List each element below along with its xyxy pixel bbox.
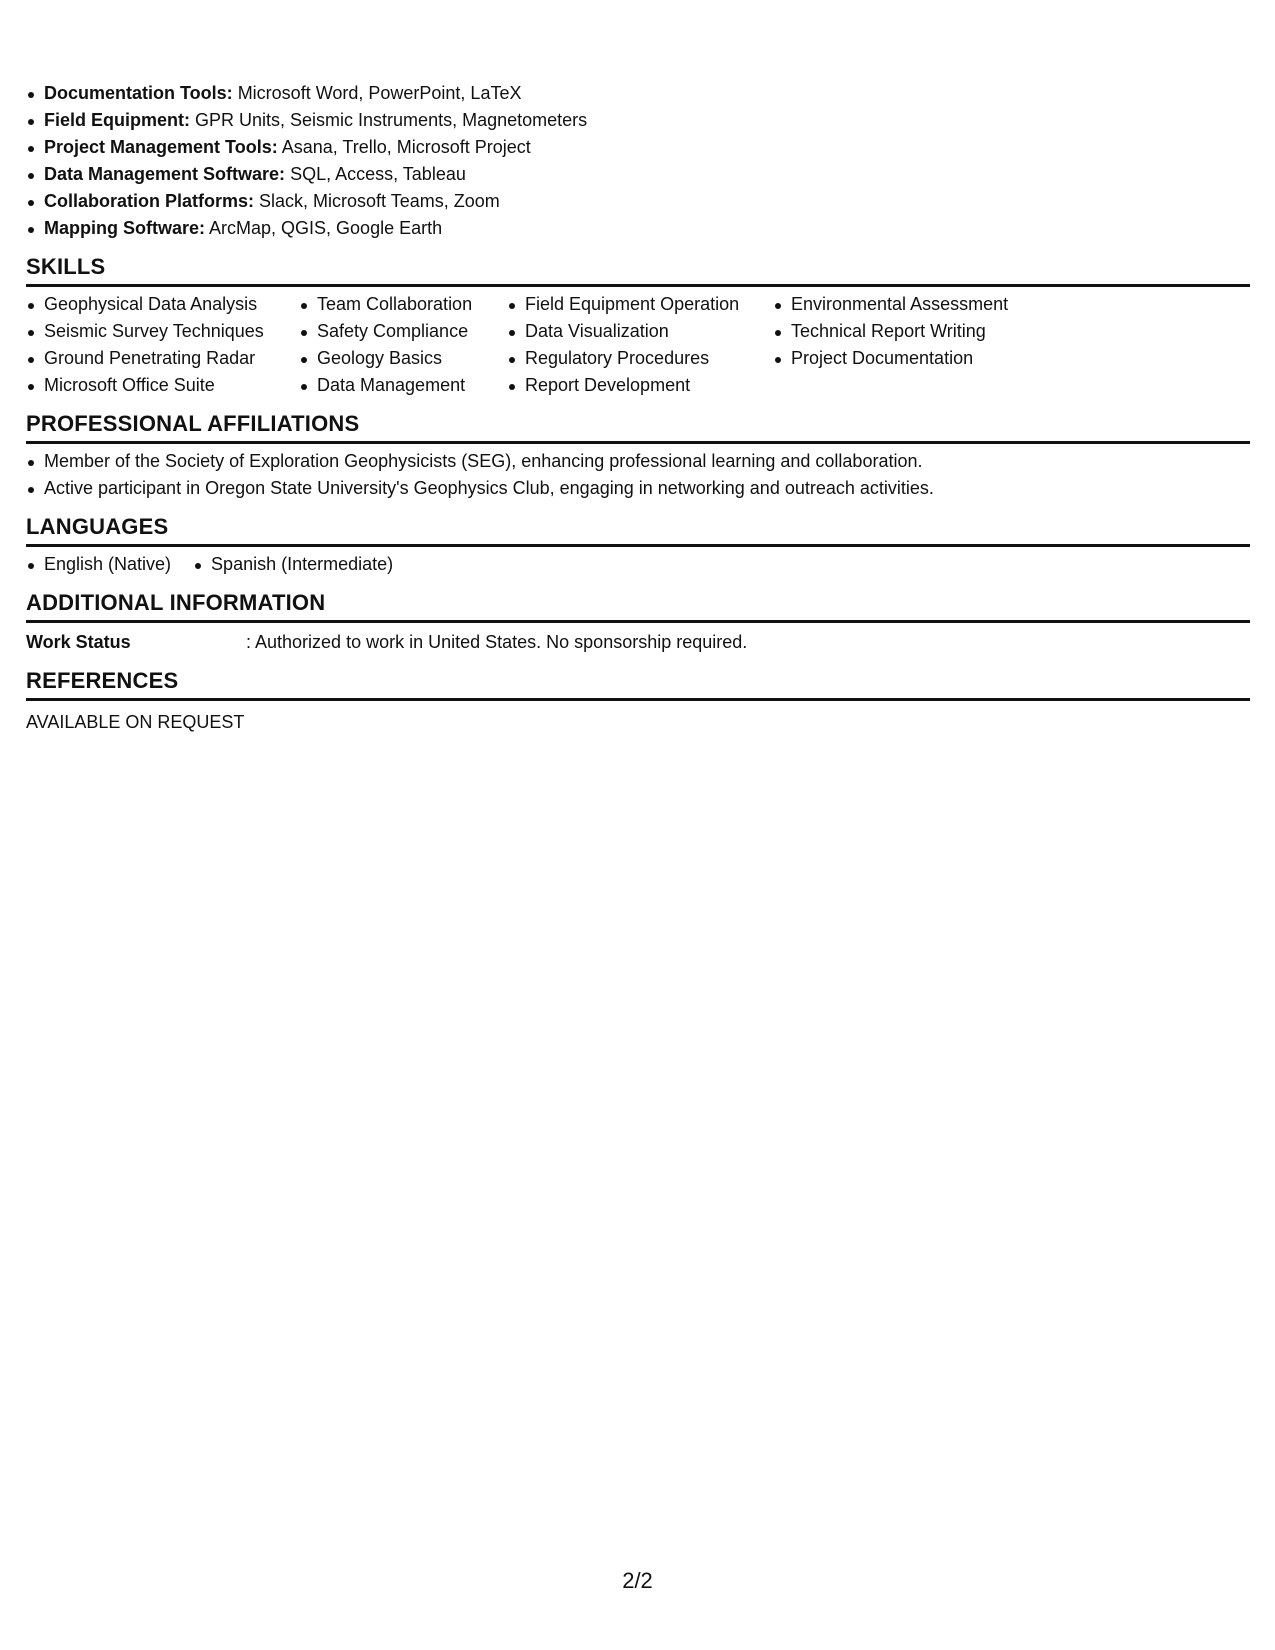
affiliations-list <box>26 448 1250 502</box>
tool-value: Microsoft Word, PowerPoint, LaTeX <box>237 83 522 103</box>
skill-item: Geology Basics <box>299 345 507 372</box>
skill-item: Field Equipment Operation <box>507 291 773 318</box>
skills-column-4 <box>773 291 1033 399</box>
tool-value: SQL, Access, Tableau <box>290 164 466 184</box>
skills-column-2 <box>299 291 507 399</box>
affiliation-item: Member of the Society of Exploration Geophysicists (SEG), enhancing professional learning and collaboration. <box>26 448 1250 475</box>
references-heading: REFERENCES <box>26 656 1250 701</box>
skill-item: Ground Penetrating Radar <box>26 345 299 372</box>
tool-label: Documentation Tools: <box>44 83 233 103</box>
skill-item: Data Visualization <box>507 318 773 345</box>
language-item: English (Native) <box>26 551 171 578</box>
list-item <box>26 134 1250 161</box>
resume-page-content <box>26 80 1250 736</box>
work-status-value: : Authorized to work in United States. No sponsorship required. <box>246 632 748 652</box>
page-number: 2/2 <box>622 1568 653 1593</box>
tool-value: ArcMap, QGIS, Google Earth <box>209 218 443 238</box>
skill-item: Technical Report Writing <box>773 318 1033 345</box>
skill-item: Project Documentation <box>773 345 1033 372</box>
work-status-label: Work Status <box>26 632 131 652</box>
skills-grid <box>26 291 1250 399</box>
list-item <box>26 107 1250 134</box>
affiliation-item: Active participant in Oregon State University's Geophysics Club, engaging in networking and outreach activities. <box>26 475 1250 502</box>
tool-label: Field Equipment: <box>44 110 190 130</box>
list-item <box>26 80 1250 107</box>
languages-list <box>26 551 1250 578</box>
skills-column-3 <box>507 291 773 399</box>
tool-value: Slack, Microsoft Teams, Zoom <box>259 191 500 211</box>
languages-heading: LANGUAGES <box>26 502 1250 547</box>
list-item <box>26 161 1250 188</box>
skill-item: Geophysical Data Analysis <box>26 291 299 318</box>
skill-item: Regulatory Procedures <box>507 345 773 372</box>
skill-item: Report Development <box>507 372 773 399</box>
list-item <box>26 188 1250 215</box>
tools-list <box>26 80 1250 242</box>
language-item: Spanish (Intermediate) <box>193 551 393 578</box>
skill-item: Data Management <box>299 372 507 399</box>
skill-item: Microsoft Office Suite <box>26 372 299 399</box>
tool-label: Collaboration Platforms: <box>44 191 255 211</box>
tool-value: GPR Units, Seismic Instruments, Magnetometers <box>195 110 588 130</box>
additional-info-heading: ADDITIONAL INFORMATION <box>26 578 1250 623</box>
skills-heading: SKILLS <box>26 242 1250 287</box>
tool-value: Asana, Trello, Microsoft Project <box>281 137 531 157</box>
affiliations-heading: PROFESSIONAL AFFILIATIONS <box>26 399 1250 444</box>
skill-item: Environmental Assessment <box>773 291 1033 318</box>
skill-item: Safety Compliance <box>299 318 507 345</box>
skill-item: Seismic Survey Techniques <box>26 318 299 345</box>
tool-label: Mapping Software: <box>44 218 205 238</box>
skills-column-1 <box>26 291 299 399</box>
list-item <box>26 215 1250 242</box>
skill-item: Team Collaboration <box>299 291 507 318</box>
tool-label: Project Management Tools: <box>44 137 278 157</box>
references-text: AVAILABLE ON REQUEST <box>26 712 245 732</box>
work-status-row <box>26 627 1250 656</box>
tool-label: Data Management Software: <box>44 164 286 184</box>
